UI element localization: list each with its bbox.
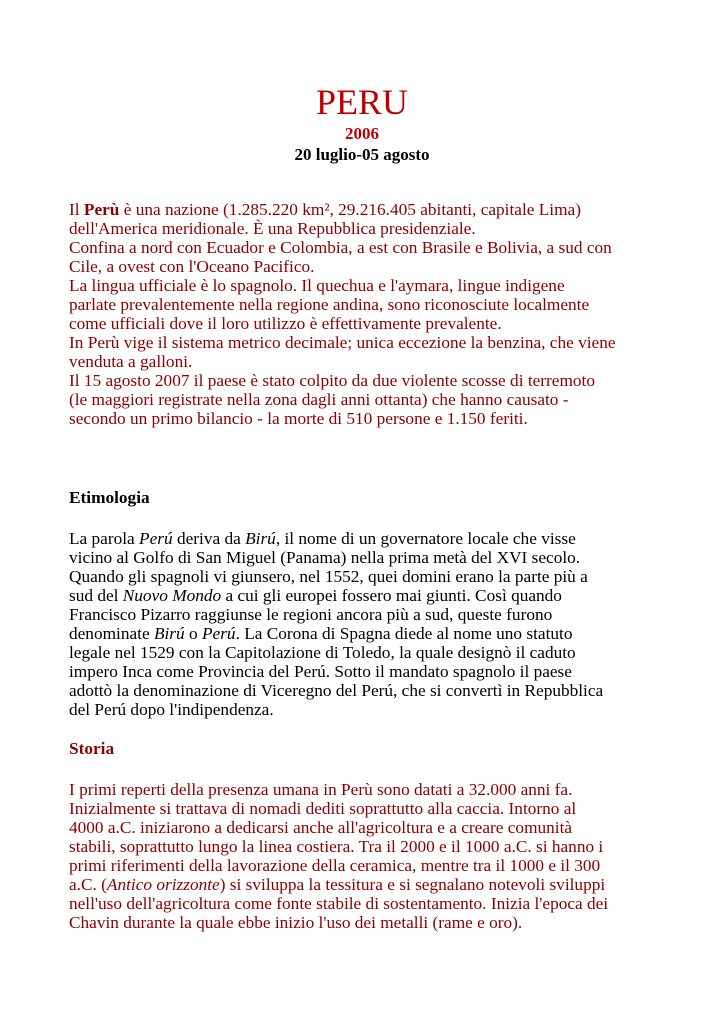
italic-text: Antico orizzonte: [106, 875, 220, 894]
text-line: 4000 a.C. iniziarono a dedicarsi anche all'agricoltura e a creare comunità: [69, 818, 573, 837]
etimologia-paragraph: [69, 529, 669, 719]
text-line: vicino al Golfo di San Miguel (Panama) nella prima metà del XVI secolo.: [69, 548, 581, 567]
intro-paragraph: [69, 200, 669, 428]
page-title: PERU: [315, 82, 409, 122]
text-line: In Perù vige il sistema metrico decimale; unica eccezione la benzina, che viene: [69, 333, 616, 352]
text-line: nell'uso dell'agricoltura come fonte stabile di sostentamento. Inizia l'epoca dei: [69, 894, 609, 913]
year-subtitle: 2006: [345, 124, 379, 143]
text-line: La parola Perú deriva da Birú, il nome di un governatore locale che visse: [69, 529, 576, 548]
dates-subtitle: 20 luglio-05 agosto: [294, 145, 430, 164]
text-line: come ufficiali dove il loro utilizzo è effettivamente prevalente.: [69, 314, 502, 333]
text-line: La lingua ufficiale è lo spagnolo. Il quechua e l'aymara, lingue indigene: [69, 276, 565, 295]
italic-text: Perú: [201, 624, 236, 643]
bold-text: Perù: [83, 200, 120, 219]
text-line: dell'America meridionale. È una Repubblica presidenziale.: [69, 219, 476, 238]
text-line: I primi reperti della presenza umana in Perù sono datati a 32.000 anni fa.: [69, 780, 573, 799]
text-line: Il Perù è una nazione (1.285.220 km², 29.216.405 abitanti, capitale Lima): [69, 200, 581, 219]
text-line: (le maggiori registrate nella zona dagli anni ottanta) che hanno causato -: [69, 390, 569, 409]
etimologia-heading: Etimologia: [69, 488, 150, 507]
storia-paragraph: [69, 780, 669, 932]
text-line: adottò la denominazione di Viceregno del Perú, che si convertì in Repubblica: [69, 681, 604, 700]
italic-text: Perú: [139, 529, 173, 548]
text-line: a.C. (Antico orizzonte) si sviluppa la tessitura e si segnalano notevoli sviluppi: [69, 875, 606, 894]
text-line: stabili, soprattutto lungo la linea costiera. Tra il 2000 e il 1000 a.C. si hanno i: [69, 837, 604, 856]
text-line: venduta a galloni.: [69, 352, 193, 371]
text-line: legale nel 1529 con la Capitolazione di Toledo, la quale designò il caduto: [69, 643, 576, 662]
italic-text: Nuovo Mondo: [122, 586, 222, 605]
text-line: del Perú dopo l'indipendenza.: [69, 700, 274, 719]
italic-text: Birú: [245, 529, 276, 548]
text-line: Inizialmente si trattava di nomadi dediti soprattutto alla caccia. Intorno al: [69, 799, 577, 818]
text-line: Il 15 agosto 2007 il paese è stato colpito da due violente scosse di terremoto: [69, 371, 595, 390]
text-line: parlate prevalentemente nella regione andina, sono riconosciute localmente: [69, 295, 590, 314]
italic-text: Birú: [153, 624, 185, 643]
text-line: secondo un primo bilancio - la morte di 510 persone e 1.150 feriti.: [69, 409, 528, 428]
text-line: sud del Nuovo Mondo a cui gli europei fossero mai giunti. Così quando: [69, 586, 562, 605]
text-line: Francisco Pizarro raggiunse le regioni ancora più a sud, queste furono: [69, 605, 553, 624]
text-line: impero Inca come Provincia del Perú. Sotto il mandato spagnolo il paese: [69, 662, 572, 681]
text-line: primi riferimenti della lavorazione della ceramica, mentre tra il 1000 e il 300: [69, 856, 601, 875]
storia-heading: Storia: [69, 739, 115, 758]
text-line: Chavin durante la quale ebbe inizio l'uso dei metalli (rame e oro).: [69, 913, 523, 932]
text-line: denominate Birú o Perú. La Corona di Spagna diede al nome uno statuto: [69, 624, 573, 643]
text-line: Confina a nord con Ecuador e Colombia, a est con Brasile e Bolivia, a sud con: [69, 238, 612, 257]
text-line: Cile, a ovest con l'Oceano Pacifico.: [69, 257, 315, 276]
text-line: Quando gli spagnoli vi giunsero, nel 1552, quei domini erano la parte più a: [69, 567, 588, 586]
